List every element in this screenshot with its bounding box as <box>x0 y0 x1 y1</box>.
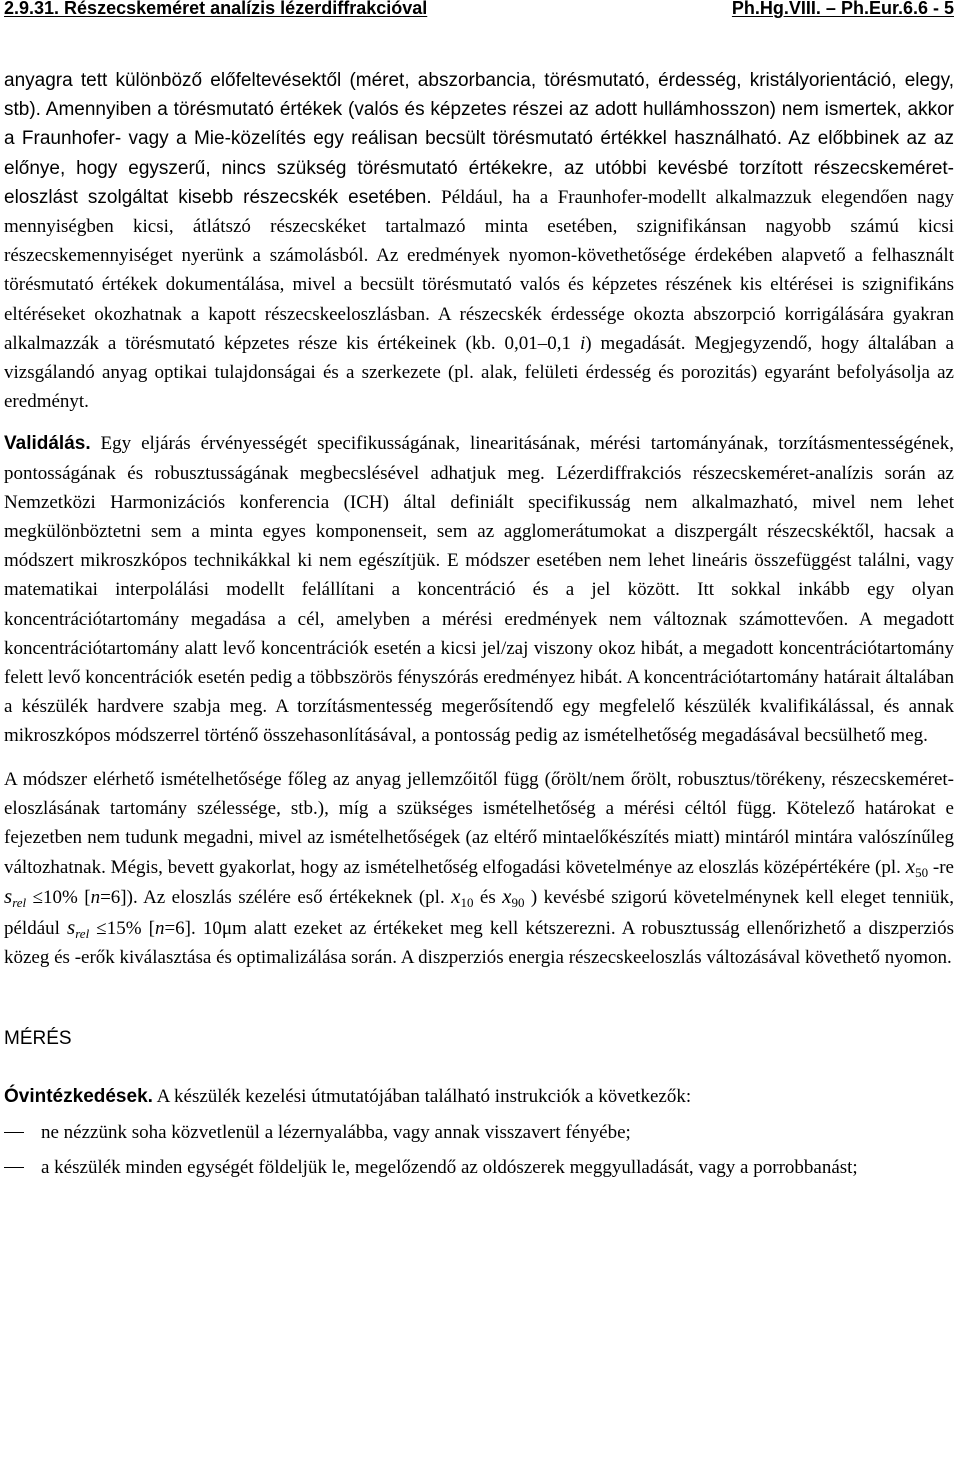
paragraph-precautions <box>4 1082 954 1111</box>
subscript-rel-text: rel <box>75 925 90 941</box>
symbol-x: x <box>502 884 512 909</box>
symbol-n: n <box>154 917 165 939</box>
text-run: Kötelező határokat e fejezetben nem tudunk megadni, mivel az ismételhetőségek (az eltérő mintaelőkészítés miatt) mintáról mintára valószínűleg változhatnak. <box>4 797 954 879</box>
validation-lead: Validálás. <box>4 433 91 455</box>
text-run: Az eredmények nyomon-követhetősége érdekében alapvető a felhasznált törésmutató értékek dokumentálása, mivel a becsült törésmutató valós és képzetes részének kis eltérései is szignifikáns eltéréseket okozhatnak a kapott részecskeeloszlásban. <box>4 245 954 325</box>
section-heading-measurement: MÉRÉS <box>4 1028 72 1050</box>
symbol-x: x <box>451 884 461 909</box>
text-run: A módszer elérhető ismételhetősége főleg az anyag jellemzőitől függ (őrölt/nem őrölt, robusztus/törékeny, részecskeméret-eloszlásának tartomány szélessége, stb.), míg a szükséges ismételhetőség a mérési céltól függ. <box>4 768 954 819</box>
subscript-90: 90 <box>511 895 525 911</box>
text-run: ≤15% [ <box>89 917 155 939</box>
text-run: Például, ha a Fraunhofer-modellt alkalmazzuk elegendően nagy mennyiségben kicsi, átlátszó részecskéket tartalmazó minta esetében, szignifikánsan nagyobb számú kicsi részecskemennyiséget nyerünk a számolásból. <box>4 186 954 267</box>
text-run: Egy eljárás érvényességét specifikusságának, linearitásának, mérési tartományának, torzításmentességének, pontosságának és robusztusságának megbecslésével adhatjuk meg. <box>4 433 954 484</box>
text-run: ) megadását. <box>585 332 695 354</box>
precautions-list <box>4 1118 954 1181</box>
text-run: Itt sokkal inkább egy olyan koncentrációtartomány megadása a cél, amelyben a mérési eredmények nem változnak számottevően. <box>4 579 954 630</box>
text-run: A robusztusság ellenőrizhető a diszperziós közeg és -erők kiválasztása és optimalizálása során. <box>4 917 954 968</box>
text-run: A koncentrációtartomány határait általában a készülék hardvere szabja meg. <box>4 667 955 718</box>
text-run: =6]). <box>100 887 144 909</box>
text-run: Amennyiben a törésmutató értékek (valós és képzetes részei az adott hullámhosszon) nem ismertek, akkor a Fraunhofer- vagy a Mie-közelítés egy reálisan becsült törésmutató értékkel használható. Az előbbinek az az előnye, hogy egyszerű, nincs szükség törésmutató értékekre, az utóbbi kevésbé torzított részecskeméret-eloszlást szolgáltat kisebb részecskék esetében. <box>4 99 954 208</box>
text-run: A részecskék érdessége okozta abszorpció korrigálására gyakran alkalmazzák a törésmutató képzetes része kis értékeinek (kb. 0,01–0,1 <box>4 303 954 354</box>
symbol-x: x <box>905 854 916 879</box>
text-run: anyagra tett különböző előfeltevésektől (méret, abszorbancia, törésmutató, érdesség, kristályorientáció, elegy, stb). <box>4 70 954 121</box>
text-run: A diszperziós energia részecskeeloszlás változásával követhető nyomon. <box>400 946 952 968</box>
subscript-50: 50 <box>915 865 929 881</box>
text-run: A megadott koncentrációtartomány alatt levő koncentrációk esetén a kicsi jel/zaj viszony okoz hibát, a megadott koncentrációtartomány felett levő koncentrációk esetén pedig a többszörös fényszórás eredményez hibát. <box>4 608 954 689</box>
symbol-s: s <box>67 914 76 939</box>
dash-bullet-icon <box>4 1132 24 1133</box>
text-italic-i: i <box>579 332 586 354</box>
header-chapter-title: 2.9.31. Részecskeméret analízis lézerdiffrakcióval <box>4 0 428 18</box>
text-run: Megjegyzendő, hogy általában a vizsgálandó anyag optikai tulajdonságai és a szerkezete (pl. alak, felületi érdesség és porozitás) egyaránt befolyásolja az eredményt. <box>4 332 954 413</box>
symbol-s: s <box>4 884 13 909</box>
subscript-rel-text: rel <box>12 895 27 911</box>
text-run: A torzításmentesség megerősítendő egy megfelelő készülék kvalifikálással, és annak mikroszkópos módszerrel történő összehasonlításával, a pontosság pedig az ismételhetőség megadásával becsülhető meg. <box>4 696 954 747</box>
paragraph-validation <box>4 429 954 750</box>
symbol-n: n <box>90 887 101 909</box>
subscript-rel <box>75 926 89 941</box>
list-item <box>4 1118 954 1147</box>
subscript-10: 10 <box>460 895 474 911</box>
header-pharmacopoeia-ref: Ph.Hg.VIII. – Ph.Eur.6.6 - 5 <box>731 0 954 18</box>
precautions-lead: Óvintézkedések. <box>4 1086 153 1108</box>
page-header <box>4 0 954 19</box>
list-item-text: a készülék minden egységét földeljük le, megelőzendő az oldószerek meggyulladását, vagy a porrobbanást; <box>41 1156 858 1178</box>
text-run: -re <box>928 857 954 879</box>
subscript-rel <box>12 895 26 910</box>
dash-bullet-icon <box>4 1167 24 1168</box>
text-run: ≤10% [ <box>26 887 91 909</box>
text-run: =6]. 10μm alatt ezeket az értékeket meg kell kétszerezni. <box>164 917 622 939</box>
list-item-text: ne nézzünk soha közvetlenül a lézernyalábba, vagy annak visszavert fényébe; <box>41 1122 631 1144</box>
text-run: és <box>473 887 503 909</box>
list-item <box>4 1153 954 1182</box>
text-run: Az eloszlás szélére eső értékeknek (pl. <box>143 887 452 909</box>
text-run: Lézerdiffrakciós részecskeméret-analízis során az Nemzetközi Harmonizációs konferencia (ICH) által definiált specifikusság nem alkalmazható, mivel nem lehet megkülönböztetni sem a minta egyes komponenseit, sem az agglomerátumokat a diszpergált részecskéktől, hacsak a módszert mikroszkópos technikákkal ki nem egészítjük. <box>4 462 954 572</box>
paragraph-repeatability <box>4 765 954 972</box>
text-run: A készülék kezelési útmutatójában található instrukciók a következők: <box>152 1086 692 1108</box>
text-run: Mégis, bevett gyakorlat, hogy az ismételhetőség elfogadási követelménye az eloszlás középértékére (pl. <box>110 857 906 879</box>
text-run: ) kevésbé szigorú követelménynek kell eleget tenniük, például <box>4 887 954 939</box>
text-run: E módszer esetében nem lehet lineáris összefüggést találni, vagy matematikai interpolálási modellt felállítani a koncentráció és a jel között. <box>4 550 954 601</box>
paragraph-refractive-index <box>4 66 954 416</box>
